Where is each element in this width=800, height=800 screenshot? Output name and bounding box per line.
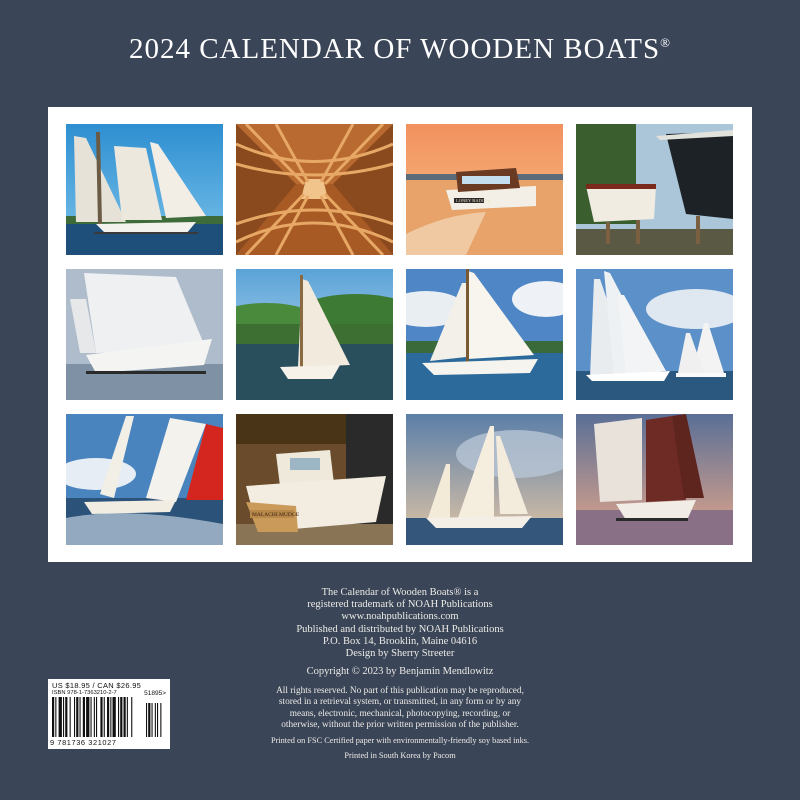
design-credit-line: Design by Sherry Streeter bbox=[345, 648, 455, 660]
address-line: P.O. Box 14, Brooklin, Maine 04616 bbox=[322, 635, 478, 647]
photo-white-sloop bbox=[406, 269, 563, 400]
photo-schooner-under-sail bbox=[66, 124, 223, 255]
rights-line-1: All rights reserved. No part of this publication may be reproduced, bbox=[276, 686, 524, 696]
addon-bar bbox=[146, 703, 147, 737]
isbn-text: ISBN 978-1-7363210-2-7 bbox=[52, 690, 117, 696]
photo-sloop-in-fog bbox=[66, 269, 223, 400]
title-text: 2024 CALENDAR OF WOODEN BOATS bbox=[128, 33, 661, 65]
addon-bar bbox=[160, 703, 161, 737]
rights-notice bbox=[230, 686, 570, 732]
trademark-line-2: registered trademark of NOAH Publications bbox=[307, 599, 493, 611]
transom-name-text: MALACHI MUDGE bbox=[252, 512, 300, 518]
photo-red-sails-sunset bbox=[576, 414, 733, 545]
barcode-bar bbox=[120, 697, 122, 737]
barcode-bar bbox=[107, 697, 109, 737]
copyright-line: Copyright © 2023 by Benjamin Mendlowitz bbox=[306, 666, 494, 677]
photo-red-spinnaker bbox=[66, 414, 223, 545]
addon-bar bbox=[155, 703, 156, 737]
barcode-bar bbox=[65, 697, 67, 737]
barcode-bar bbox=[131, 697, 132, 737]
barcode-bar bbox=[55, 697, 56, 737]
barcode-bar bbox=[127, 697, 128, 737]
photo-grid-panel bbox=[48, 107, 752, 562]
website-line: www.noahpublications.com bbox=[341, 611, 459, 623]
barcode-bar bbox=[94, 697, 95, 737]
barcode-bar bbox=[124, 697, 126, 737]
printer-notice: Printed in South Korea by Pacom bbox=[344, 751, 456, 760]
barcode-bar bbox=[63, 697, 64, 737]
barcode-bar bbox=[110, 697, 111, 737]
calendar-title bbox=[0, 33, 800, 66]
photo-hull-interior-frames bbox=[236, 124, 393, 255]
paper-notice: Printed on FSC Certified paper with environmentally-friendly soy based inks. bbox=[270, 736, 530, 745]
rights-line-3: means, electronic, mechanical, photocopying, recording, or bbox=[289, 708, 511, 719]
barcode-label bbox=[48, 679, 170, 749]
barcode-bars bbox=[52, 697, 166, 737]
photo-boatyard-hauled-boats bbox=[576, 124, 733, 255]
price-addon-text: 51895> bbox=[144, 690, 166, 697]
photo-boat-shop-lobster-boat bbox=[236, 414, 393, 545]
barcode-digits: 9 781736 321027 bbox=[50, 738, 117, 747]
barcode-bar bbox=[86, 697, 89, 737]
barcode-bar bbox=[96, 697, 97, 737]
stern-name-text: LONEY BADGER bbox=[456, 198, 491, 203]
photo-motor-launch-sunset bbox=[406, 124, 563, 255]
barcode-bar bbox=[76, 697, 78, 737]
rights-line-2: stored in a retrieval system, or transmitted, in any form or by any bbox=[278, 697, 522, 708]
publisher-info bbox=[240, 587, 560, 660]
barcode-bar bbox=[83, 697, 85, 737]
barcode-bar bbox=[74, 697, 75, 737]
registered-mark: ® bbox=[660, 35, 672, 50]
publisher-line: Published and distributed by NOAH Publications bbox=[296, 623, 504, 635]
barcode-bar bbox=[52, 697, 54, 737]
addon-bar bbox=[148, 703, 150, 737]
photo-ketch-evening bbox=[406, 414, 563, 545]
photo-small-catboat bbox=[236, 269, 393, 400]
barcode-bar bbox=[59, 697, 62, 737]
addon-bar bbox=[157, 703, 158, 737]
addon-bar bbox=[152, 703, 153, 737]
barcode-bar bbox=[104, 697, 105, 737]
barcode-bar bbox=[91, 697, 92, 737]
barcode-bar bbox=[118, 697, 119, 737]
photo-racing-fleet bbox=[576, 269, 733, 400]
barcode-bar bbox=[100, 697, 102, 737]
price-text: US $18.95 / CAN $26.95 bbox=[52, 681, 142, 690]
rights-line-4: otherwise, without the prior written permission of the publisher. bbox=[281, 720, 519, 731]
barcode-bar bbox=[113, 697, 116, 737]
barcode-bar bbox=[80, 697, 81, 737]
trademark-line: The Calendar of Wooden Boats® is a bbox=[321, 587, 479, 598]
barcode-bar bbox=[70, 697, 71, 737]
